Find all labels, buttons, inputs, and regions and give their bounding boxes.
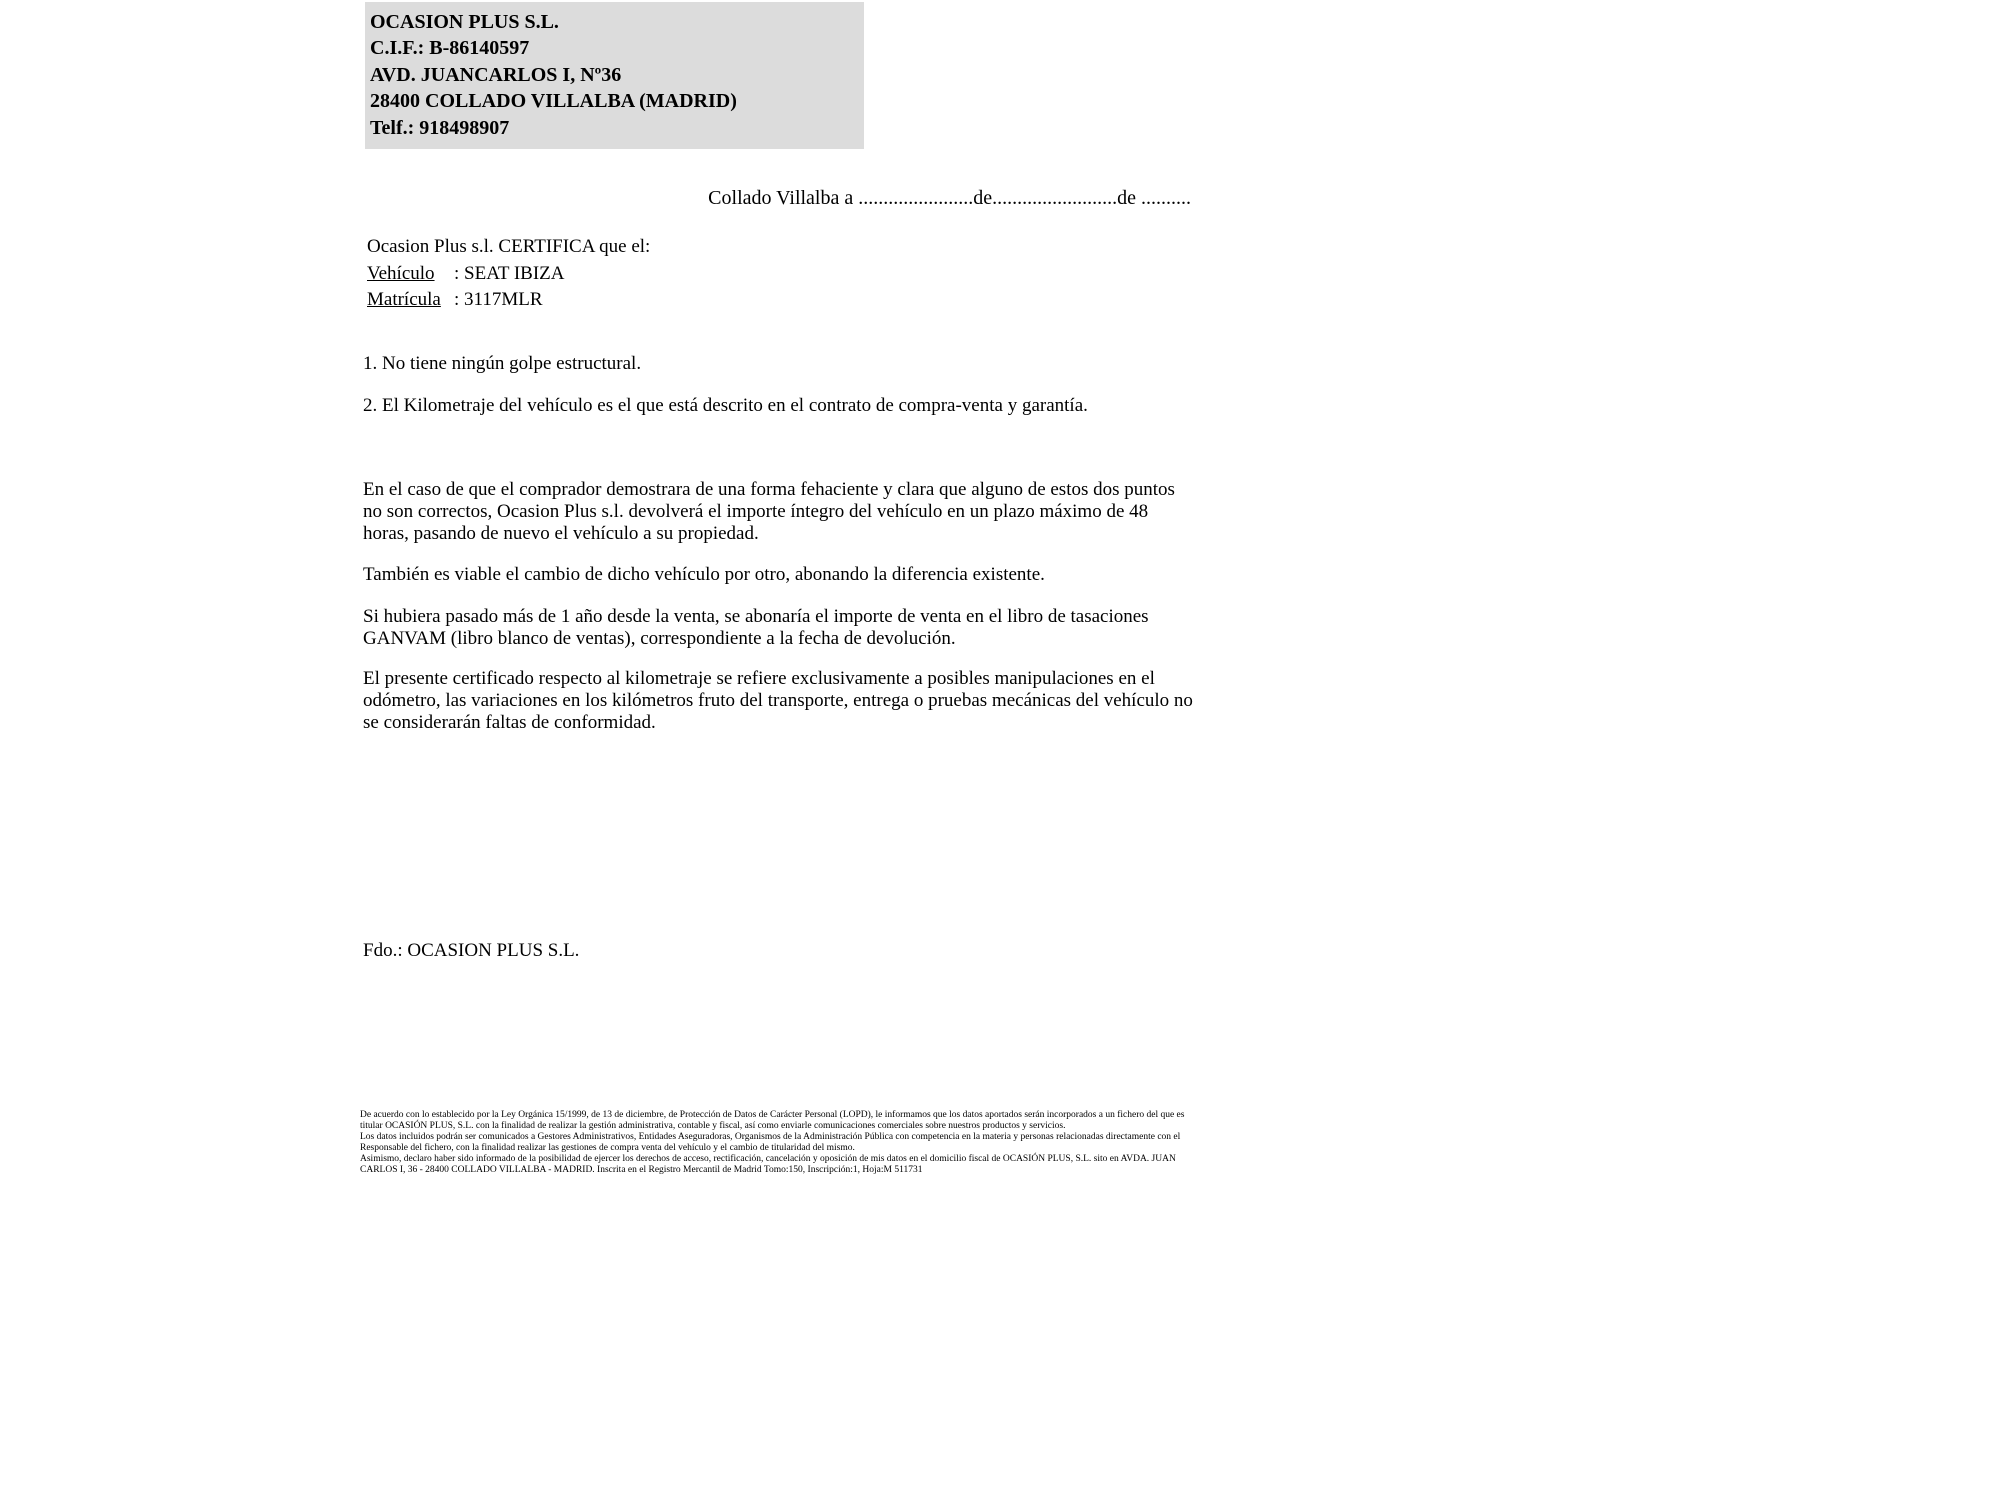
vehicle-value: : SEAT IBIZA xyxy=(454,262,565,284)
legal-paragraph-rights: Asimismo, declaro haber sido informado de la posibilidad de ejercer los derechos de acceso, rectificación, cancelación y oposición de mis datos en el domicilio fiscal de OCASIÓN PLUS, S.L. sito en AVDA. JUAN CARLOS I, 36 - 28400 COLLADO VILLALBA - MADRID. Inscrita en el Registro Mercantil de Madrid Tomo:150, Inscripción:1, Hoja:M 511731 xyxy=(360,1154,1176,1175)
point-mileage: 2. El Kilometraje del vehículo es el que está descrito en el contrato de compra-venta y garantía. xyxy=(363,395,1088,416)
company-cif: C.I.F.: B-86140597 xyxy=(370,37,530,60)
plate-value: : 3117MLR xyxy=(454,289,543,310)
paragraph-exchange: También es viable el cambio de dicho vehículo por otro, abonando la diferencia existente. xyxy=(363,564,1045,585)
plate-label: Matrícula xyxy=(367,289,441,310)
company-address: AVD. JUANCARLOS I, Nº36 xyxy=(370,63,622,86)
company-header-box xyxy=(365,2,864,149)
signature-line: Fdo.: OCASION PLUS S.L. xyxy=(363,940,580,961)
certify-intro: Ocasion Plus s.l. CERTIFICA que el: xyxy=(367,236,651,257)
company-city: 28400 COLLADO VILLALBA (MADRID) xyxy=(370,90,737,113)
paragraph-refund: En el caso de que el comprador demostrara de una forma fehaciente y clara que alguno de estos dos puntos no son correctos, Ocasion Plus s.l. devolverá el importe íntegro del vehículo en un plazo máximo de 48 horas, pasando de nuevo el vehículo a su propiedad. xyxy=(363,479,1175,544)
date-line: Collado Villalba a .......................de.........................de .......... xyxy=(708,187,1191,209)
vehicle-row xyxy=(367,261,650,288)
vehicle-label: Vehículo xyxy=(367,262,435,284)
company-phone: Telf.: 918498907 xyxy=(370,116,510,139)
legal-notice xyxy=(360,1110,1202,1176)
plate-row xyxy=(367,287,650,314)
company-name: OCASION PLUS S.L. xyxy=(370,11,559,33)
paragraph-ganvam: Si hubiera pasado más de 1 año desde la venta, se abonaría el importe de venta en el libro de tasaciones GANVAM (libro blanco de ventas), correspondiente a la fecha de devolución. xyxy=(363,606,1149,649)
certify-block xyxy=(367,234,650,314)
legal-paragraph-data-sharing: Los datos incluidos podrán ser comunicados a Gestores Administrativos, Entidades Aseguradoras, Organismos de la Administración Pública con competencia en la materia y personas relacionadas directamente con el Responsable del fichero, con la finalidad realizar las gestiones de compra venta del vehículo y el cambio de titularidad del mismo. xyxy=(360,1132,1181,1153)
paragraph-odometer: El presente certificado respecto al kilometraje se refiere exclusivamente a posibles manipulaciones en el odómetro, las variaciones en los kilómetros fruto del transporte, entrega o pruebas mecánicas del vehículo no se considerarán faltas de conformidad. xyxy=(363,668,1193,733)
legal-paragraph-lopd: De acuerdo con lo establecido por la Ley Orgánica 15/1999, de 13 de diciembre, de Protección de Datos de Carácter Personal (LOPD), le informamos que los datos aportados serán incorporados a un fichero del que es titular OCASIÓN PLUS, S.L. con la finalidad de realizar la gestión administrativa, contable y fiscal, así como enviarle comunicaciones comerciales sobre nuestros productos y servicios. xyxy=(360,1110,1185,1131)
certified-points xyxy=(363,353,1193,437)
point-structural: 1. No tiene ningún golpe estructural. xyxy=(363,353,642,374)
